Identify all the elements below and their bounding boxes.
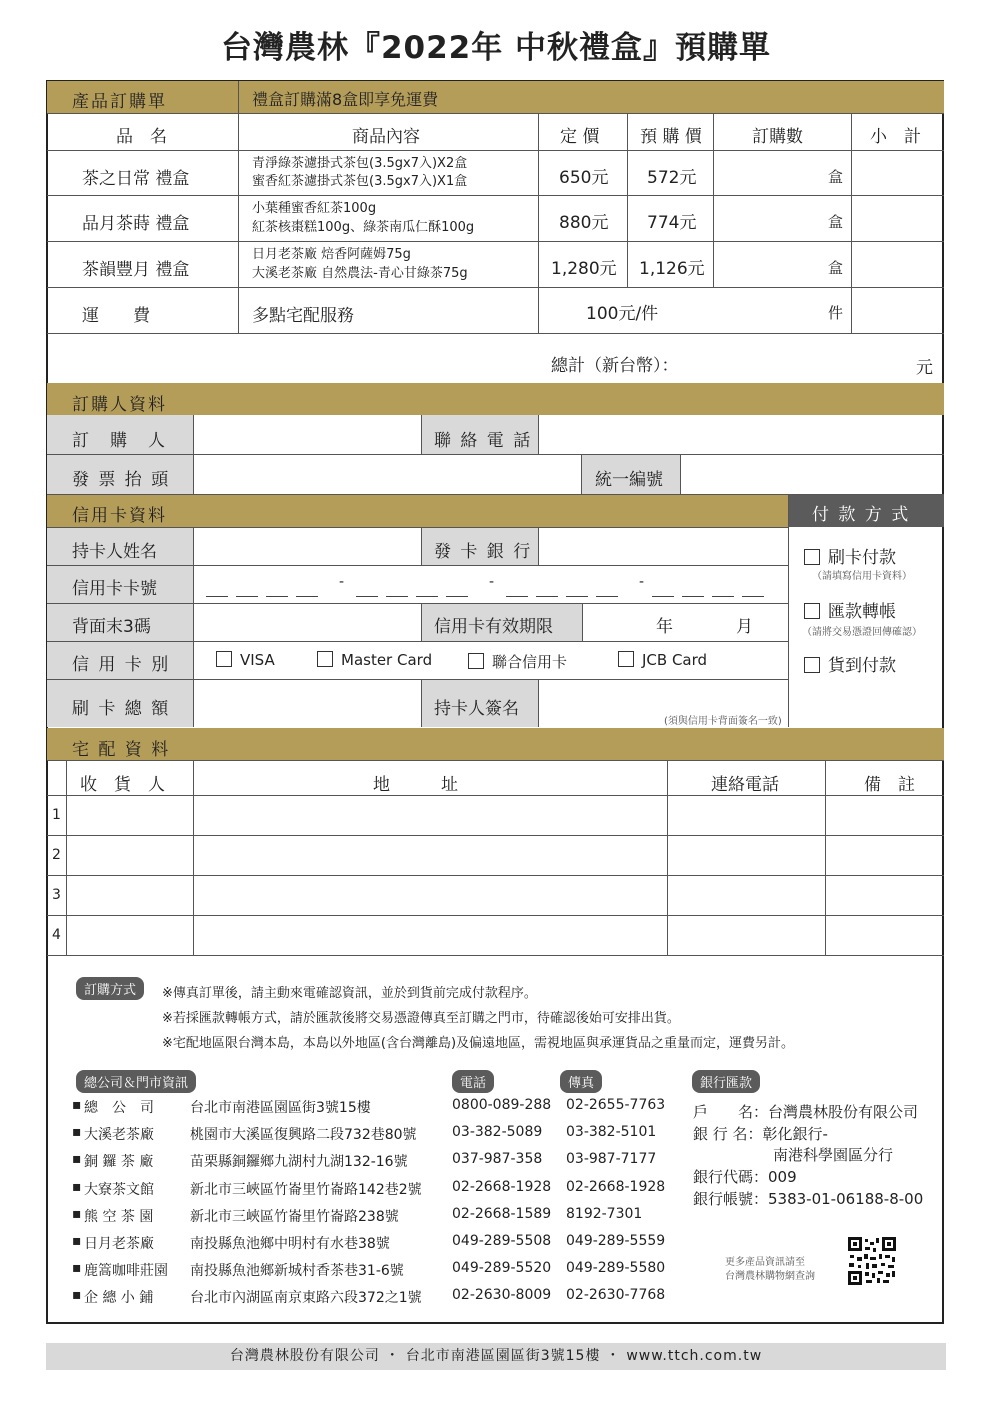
- store-phone: 02-2668-1589: [452, 1205, 552, 1222]
- charge-amount-label: 刷 卡 總 額: [72, 699, 171, 719]
- store-phone: 049-289-5508: [452, 1233, 552, 1249]
- delivery-header-address: 地 址: [373, 775, 458, 795]
- expiry-input[interactable]: [584, 605, 786, 641]
- qr-note: 台灣農林購物網查詢: [725, 1271, 815, 1282]
- store-name: 大溪老茶廠: [84, 1127, 154, 1144]
- store-fax: 02-2668-1928: [566, 1178, 666, 1195]
- card-type-label: 信 用 卡 別: [72, 655, 171, 675]
- cvv-input[interactable]: [194, 605, 420, 641]
- checkbox-icon: [804, 603, 820, 619]
- bullet-icon: ▪: [72, 1205, 82, 1222]
- store-name: 日月老茶廠: [84, 1236, 154, 1252]
- delivery-rows-input-area[interactable]: [68, 796, 944, 955]
- checkbox-icon: [804, 549, 820, 565]
- delivery-header-phone: 連絡電話: [711, 775, 779, 795]
- store-address: 新北市三峽區竹崙里竹崙路238號: [190, 1208, 399, 1225]
- card-number-digit-slot: [596, 596, 618, 597]
- bank-transfer-label: 銀行匯款: [692, 1070, 760, 1093]
- store-fax: 8192-7301: [566, 1205, 643, 1222]
- issuing-bank-label: 發 卡 銀 行: [434, 542, 533, 562]
- checkbox-icon: [216, 651, 232, 667]
- shipping-label: 運 費: [82, 306, 150, 326]
- bullet-icon: ▪: [72, 1178, 82, 1195]
- delivery-row-number: 1: [52, 807, 61, 823]
- payment-option-card-note: （請填寫信用卡資料）: [812, 571, 912, 582]
- product-preorder-price: 572元: [647, 168, 697, 188]
- bullet-icon: ▪: [72, 1097, 82, 1113]
- card-number-separator: -: [489, 574, 495, 590]
- bullet-icon: ▪: [72, 1260, 82, 1277]
- qty-input-3[interactable]: [715, 243, 825, 285]
- order-method-label: 訂購方式: [76, 977, 144, 1000]
- product-preorder-price: 774元: [647, 213, 697, 233]
- store-phone: 049-289-5520: [452, 1260, 552, 1277]
- checkbox-icon: [317, 651, 333, 667]
- store-fax: 03-987-7177: [566, 1151, 657, 1168]
- charge-amount-input[interactable]: [194, 681, 420, 727]
- delivery-section-header: [47, 728, 944, 760]
- bullet-icon: ▪: [72, 1124, 82, 1141]
- bullet-icon: ▪: [72, 1151, 82, 1168]
- cvv-label: 背面末3碼: [72, 617, 151, 637]
- store-fax: 02-2630-7768: [566, 1287, 666, 1304]
- stores-label: 總公司＆門市資訊: [76, 1070, 196, 1093]
- payment-option-transfer[interactable]: 匯款轉帳: [804, 597, 896, 622]
- store-address: 南投縣魚池鄉新城村香茶巷31-6號: [190, 1263, 404, 1280]
- promo-text: 禮盒訂購滿8盒即享免運費: [252, 90, 439, 109]
- qty-input-2[interactable]: [715, 197, 825, 239]
- header-content: 商品內容: [352, 127, 420, 147]
- card-number-digit-slot: [446, 596, 468, 597]
- payment-option-cod[interactable]: 貨到付款: [804, 651, 896, 676]
- card-number-digit-slot: [682, 596, 704, 597]
- product-price: 1,280元: [551, 259, 617, 279]
- card-type-master[interactable]: Master Card: [317, 651, 432, 669]
- store-name: 大寮茶文館: [84, 1181, 154, 1198]
- card-number-digit-slot: [206, 596, 228, 597]
- buyer-section-header: [47, 383, 944, 415]
- shipping-price: 100元/件: [586, 304, 659, 324]
- payment-option-card[interactable]: 刷卡付款: [804, 543, 896, 568]
- shipping-content: 多點宅配服務: [252, 306, 354, 326]
- header-preorder: 預 購 價: [640, 127, 702, 147]
- buyer-name-input[interactable]: [194, 416, 420, 454]
- bank-code: 銀行代碼：009: [693, 1168, 797, 1186]
- bullet-icon: ▪: [72, 1233, 82, 1249]
- total-label: 總計（新台幣）：: [551, 356, 679, 376]
- tax-id-input[interactable]: [682, 456, 944, 494]
- shipping-unit: 件: [828, 304, 844, 322]
- card-number-digit-slot: [236, 596, 258, 597]
- store-name: 總 公 司: [84, 1100, 154, 1116]
- card-number-digit-slot: [356, 596, 378, 597]
- card-number-separator: -: [639, 574, 645, 590]
- invoice-input[interactable]: [194, 456, 581, 494]
- product-content-line: 大溪老茶廠 自然農法-青心甘綠茶75g: [252, 266, 468, 281]
- phone-column-label: 電話: [452, 1070, 494, 1093]
- qty-input-1[interactable]: [715, 152, 825, 193]
- product-name: 品月茶蒔 禮盒: [82, 214, 190, 234]
- order-note: ※宅配地區限台灣本島，本島以外地區(含台灣離島)及偏遠地區，需視地區與承運貨品之重量而定，運費另計。: [162, 1036, 795, 1051]
- bank-name: 銀 行 名：彰化銀行-: [693, 1125, 828, 1143]
- store-fax: 049-289-5559: [566, 1233, 666, 1249]
- product-content-line: 日月老茶廠 焙香阿薩姆75g: [252, 247, 411, 262]
- store-phone: 02-2630-8009: [452, 1287, 552, 1304]
- card-section-title: 信用卡資料: [72, 506, 167, 526]
- bullet-icon: ▪: [72, 1287, 82, 1304]
- total-unit: 元: [916, 358, 933, 378]
- card-type-union[interactable]: 聯合信用卡: [468, 651, 567, 672]
- bank-account-number: 銀行帳號：5383-01-06188-8-00: [693, 1190, 924, 1208]
- buyer-section-title: 訂購人資料: [72, 395, 167, 415]
- product-name: 茶韻豐月 禮盒: [82, 260, 190, 280]
- card-type-visa[interactable]: VISA: [216, 651, 275, 669]
- product-content-line: 青淨綠茶濾掛式茶包(3.5gx7入)X2盒: [252, 156, 468, 171]
- shipping-qty-input[interactable]: [715, 289, 825, 331]
- store-name: 銅 鑼 茶 廠: [84, 1154, 154, 1171]
- qr-note: 更多產品資訊請至: [725, 1257, 805, 1268]
- card-number-digit-slot: [566, 596, 588, 597]
- card-number-digit-slot: [296, 596, 318, 597]
- expiry-month-label: 月: [736, 617, 753, 637]
- payment-option-transfer-note: （請將交易憑證回傳確認）: [802, 627, 922, 638]
- expiry-year-label: 年: [656, 617, 673, 637]
- signature-note: (須與信用卡背面簽名一致): [664, 716, 782, 727]
- header-subtotal: 小 計: [870, 127, 921, 147]
- store-address: 桃園市大溪區復興路二段732巷80號: [190, 1127, 417, 1144]
- expiry-label: 信用卡有效期限: [434, 617, 553, 637]
- total-input[interactable]: [700, 340, 910, 378]
- order-section-title: 產品訂購單: [72, 92, 167, 112]
- card-number-digit-slot: [506, 596, 528, 597]
- store-fax: 02-2655-7763: [566, 1097, 666, 1113]
- card-number-separator: -: [339, 574, 345, 590]
- delivery-header-recipient: 收 貨 人: [80, 775, 165, 795]
- buyer-phone-label: 聯 絡 電 話: [434, 431, 533, 451]
- store-phone: 02-2668-1928: [452, 1178, 552, 1195]
- store-address: 新北市三峽區竹崙里竹崙路142巷2號: [190, 1181, 422, 1198]
- payment-section-title: 付 款 方 式: [812, 505, 911, 525]
- fax-column-label: 傳真: [560, 1070, 602, 1093]
- product-price: 650元: [559, 168, 609, 188]
- cardholder-label: 持卡人姓名: [72, 542, 157, 562]
- header-qty: 訂購數: [752, 127, 803, 147]
- card-number-digit-slot: [386, 596, 408, 597]
- header-name: 品 名: [116, 127, 167, 147]
- qr-code-icon[interactable]: [848, 1237, 896, 1285]
- cardholder-input[interactable]: [194, 529, 420, 565]
- store-address: 台北市南港區園區街3號15樓: [190, 1100, 371, 1116]
- header-price: 定 價: [560, 127, 600, 147]
- store-phone: 03-382-5089: [452, 1124, 543, 1141]
- qty-unit: 盒: [828, 168, 844, 186]
- store-name: 企 總 小 鋪: [84, 1290, 154, 1307]
- store-name: 鹿篙咖啡莊園: [84, 1263, 168, 1280]
- buyer-name-label: 訂 購 人: [72, 431, 167, 451]
- buyer-phone-input[interactable]: [540, 416, 944, 454]
- invoice-label: 發 票 抬 頭: [72, 470, 171, 490]
- card-number-digit-slot: [536, 596, 558, 597]
- card-number-digit-slot: [652, 596, 674, 597]
- store-address: 苗栗縣銅鑼鄉九湖村九湖132-16號: [190, 1154, 408, 1171]
- checkbox-icon: [468, 653, 484, 669]
- delivery-row-number: 2: [52, 847, 61, 863]
- card-number-digit-slot: [266, 596, 288, 597]
- store-fax: 049-289-5580: [566, 1260, 666, 1277]
- order-section-header: [47, 81, 944, 113]
- store-name: 熊 空 茶 園: [84, 1208, 154, 1225]
- order-note: ※若採匯款轉帳方式，請於匯款後將交易憑證傳真至訂購之門市，待確認後始可安排出貨。: [162, 1011, 680, 1026]
- store-address: 台北市內湖區南京東路六段372之1號: [190, 1290, 422, 1307]
- qty-unit: 盒: [828, 259, 844, 277]
- qty-unit: 盒: [828, 213, 844, 231]
- footer: 台灣農林股份有限公司 ・ 台北市南港區園區街3號15樓 ・ www.ttch.com.tw: [46, 1343, 946, 1370]
- product-price: 880元: [559, 213, 609, 233]
- card-number-digit-slot: [742, 596, 764, 597]
- tax-id-label: 統一編號: [595, 470, 663, 490]
- delivery-header-note: 備 註: [864, 775, 915, 795]
- product-content-line: 小葉種蜜香紅茶100g: [252, 201, 377, 216]
- card-type-jcb[interactable]: JCB Card: [618, 651, 707, 669]
- delivery-row-number: 3: [52, 887, 61, 903]
- delivery-row-number: 4: [52, 927, 61, 943]
- product-name: 茶之日常 禮盒: [82, 169, 190, 189]
- card-number-digit-slot: [712, 596, 734, 597]
- store-phone: 037-987-358: [452, 1151, 543, 1168]
- delivery-section-title: 宅 配 資 料: [72, 740, 171, 760]
- product-content-line: 蜜香紅茶濾掛式茶包(3.5gx7入)X1盒: [252, 174, 468, 189]
- checkbox-icon: [618, 651, 634, 667]
- order-note: ※傳真訂單後，請主動來電確認資訊，並於到貨前完成付款程序。: [162, 986, 537, 1001]
- card-number-label: 信用卡卡號: [72, 579, 157, 599]
- checkbox-icon: [804, 657, 820, 673]
- signature-label: 持卡人簽名: [434, 699, 519, 719]
- store-fax: 03-382-5101: [566, 1124, 657, 1141]
- product-preorder-price: 1,126元: [639, 259, 705, 279]
- product-content-line: 紅茶核棗糕100g、綠茶南瓜仁酥100g: [252, 220, 475, 235]
- store-address: 南投縣魚池鄉中明村有水巷38號: [190, 1236, 390, 1252]
- card-number-digit-slot: [416, 596, 438, 597]
- issuing-bank-input[interactable]: [540, 529, 786, 565]
- bank-account-holder: 戶 名：台灣農林股份有限公司: [693, 1103, 919, 1121]
- page-title: 台灣農林『2022年 中秋禮盒』預購單: [220, 30, 772, 66]
- bank-branch: 南港科學園區分行: [773, 1146, 894, 1164]
- store-phone: 0800-089-288: [452, 1097, 552, 1113]
